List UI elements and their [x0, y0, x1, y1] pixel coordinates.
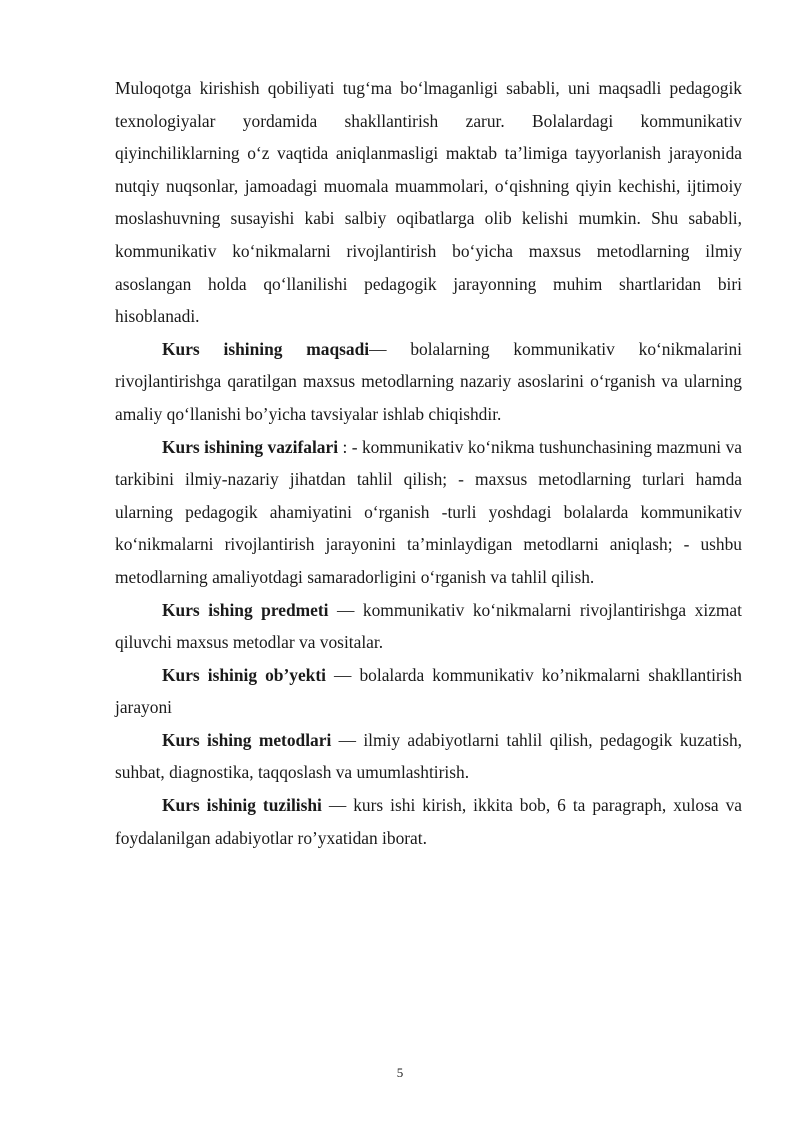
body-text	[115, 72, 742, 854]
subject-text: — kommunikativ ko‘nikmalarni rivojlantirishga xizmat qiluvchi maxsus metodlar va vositalar.	[115, 599, 742, 653]
page-number: 5	[396, 1065, 404, 1080]
structure-heading: Kurs ishinig tuzilishi	[162, 795, 322, 816]
goal-paragraph	[115, 333, 742, 431]
intro-text: Muloqotga kirishish qobiliyati tug‘ma bo‘lmaganligi sababli, uni maqsadli pedagogik texnologiyalar yordamida shakllantirish zarur. Bolalardagi kommunikativ qiyinchiliklarning o‘z vaqtida aniqlanmasligi maktab ta’limiga tayyorlanish jarayonida nutqiy nuqsonlar, jamoadagi muomala muammolari, o‘qishning qiyin kechishi, ijtimoiy moslashuvning susayishi kabi salbiy oqibatlarga olib kelishi mumkin. Shu sababli, kommunikativ ko‘nikmalarni rivojlantirish bo‘yicha maxsus metodlarning ilmiy asoslangan holda qo‘llanilishi pedagogik jarayonning muhim shartlaridan biri hisoblanadi.	[115, 78, 742, 327]
structure-text: — kurs ishi kirish, ikkita bob, 6 ta paragraph, xulosa va foydalanilgan adabiyotlar ro’yxatidan iborat.	[115, 795, 742, 848]
goal-heading: Kurs ishining maqsadi	[162, 338, 370, 359]
methods-text: — ilmiy adabiyotlarni tahlil qilish, pedagogik kuzatish, suhbat, diagnostika, taqqoslash va umumlashtirish.	[115, 729, 742, 783]
tasks-paragraph	[115, 431, 742, 594]
object-heading: Kurs ishinig ob’yekti	[162, 664, 326, 685]
goal-text: — bolalarning kommunikativ ko‘nikmalarini rivojlantirishga qaratilgan maxsus metodlarning nazariy asoslarini o‘rganish va ularning amaliy qo‘llanishi bo’yicha tavsiyalar ishlab chiqishdir.	[115, 338, 742, 424]
methods-paragraph	[115, 724, 742, 789]
structure-paragraph	[115, 789, 742, 854]
subject-paragraph	[115, 594, 742, 659]
tasks-text: : - kommunikativ ko‘nikma tushunchasining mazmuni va tarkibini ilmiy-nazariy jihatdan tahlil qilish; - maxsus metodlarning turlari hamda ularning pedagogik ahamiyatini o‘rganish -turli yoshdagi bolalarda kommunikativ ko‘nikmalarni rivojlantirish jarayonini ta’minlaydigan metodlarni aniqlash; - ushbu metodlarning amaliyotdagi samaradorligini o‘rganish va tahlil qilish.	[115, 436, 742, 587]
intro-paragraph	[115, 72, 742, 333]
subject-heading: Kurs ishing predmeti	[162, 599, 329, 620]
object-text: — bolalarda kommunikativ ko’nikmalarni shakllantirish jarayoni	[115, 664, 742, 718]
methods-heading: Kurs ishing metodlari	[162, 729, 332, 750]
tasks-heading: Kurs ishining vazifalari	[162, 436, 339, 457]
object-paragraph	[115, 659, 742, 724]
